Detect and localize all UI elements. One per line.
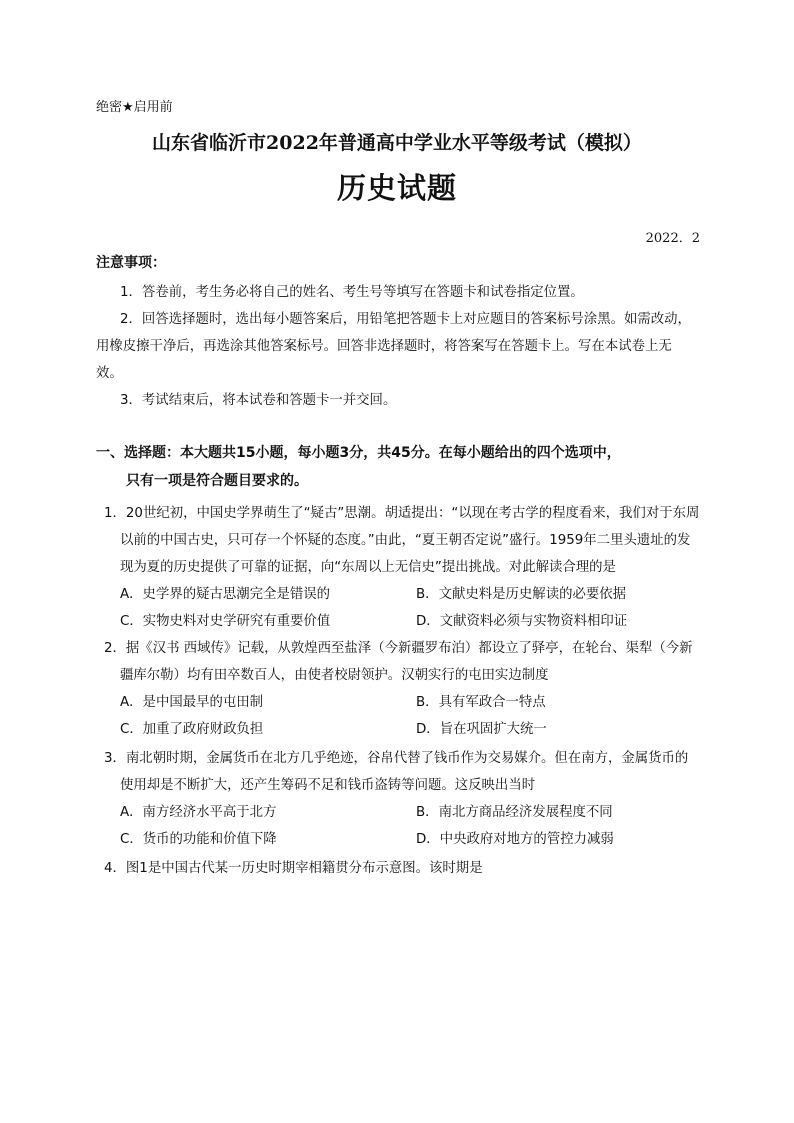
option-a: A．是中国最早的屯田制	[120, 695, 264, 710]
question-stem: 1．20世纪初，中国史学界萌生了“疑古”思潮。胡适提出：“以现在考古学的程度看来，我们对于东周以前的中国古史，只可存一个怀疑的态度。”由此，“夏王朝否定说”盛行。1959年二里头遗址的发现为夏的历史提供了可靠的证据，向“东周以上无信史”提出挑战。对此解读合理的是	[104, 506, 700, 575]
option-b: B．具有军政合一特点	[416, 695, 546, 710]
subject-title: 历史试题	[336, 171, 457, 205]
confidential-label: 绝密★启用前	[96, 100, 173, 115]
option-d: D．文献资料必须与实物资料相印证	[416, 614, 628, 629]
question-stem: 2．据《汉书 西域传》记载，从敦煌西至盐泽（今新疆罗布泊）都设立了驿亭，在轮台、渠犁（今新疆库尔勒）均有田卒数百人，由使者校尉领护。汉朝实行的屯田实边制度	[104, 641, 693, 683]
question-options	[104, 689, 700, 743]
option-b: B．南北方商品经济发展程度不同	[416, 805, 613, 820]
option-a: A．史学界的疑古思潮完全是错误的	[120, 587, 331, 602]
notice-item-3: 3．考试结束后，将本试卷和答题卡一并交回。	[120, 393, 397, 408]
question-stem: 3．南北朝时期，金属货币在北方几乎绝迹，谷帛代替了钱币作为交易媒介。但在南方，金属货币的使用却是不断扩大，还产生筹码不足和钱币盗铸等问题。这反映出当时	[104, 751, 689, 793]
question-options	[104, 799, 700, 853]
option-d: D．中央政府对地方的管控力减弱	[416, 832, 614, 847]
option-c: C．货币的功能和价值下降	[120, 832, 277, 847]
option-c: C．实物史料对史学研究有重要价值	[120, 614, 331, 629]
section-heading-line-2: 只有一项是符合题目要求的。	[126, 473, 308, 489]
question-1	[104, 500, 700, 635]
option-c: C．加重了政府财政负担	[120, 722, 264, 737]
question-options	[104, 581, 700, 635]
section-heading-line-1: 一、选择题：本大题共15小题，每小题3分，共45分。在每小题给出的四个选项中，	[96, 445, 621, 461]
question-2	[104, 635, 700, 743]
question-3	[104, 745, 700, 853]
option-d: D．旨在巩固扩大统一	[416, 722, 547, 737]
option-a: A．南方经济水平高于北方	[120, 805, 277, 820]
notice-heading: 注意事项：	[96, 255, 166, 271]
notice-item-1: 1．答卷前，考生务必将自己的姓名、考生号等填写在答题卡和试卷指定位置。	[120, 285, 584, 300]
notice-item-2: 2．回答选择题时，选出每小题答案后，用铅笔把答题卡上对应题目的答案标号涂黑。如需改动，用橡皮擦干净后，再选涂其他答案标号。回答非选择题时，将答案写在答题卡上。写在本试卷上无效。	[96, 312, 691, 381]
question-stem: 4．图1是中国古代某一历史时期宰相籍贯分布示意图。该时期是	[104, 861, 483, 876]
option-b: B．文献史料是历史解读的必要依据	[416, 587, 627, 602]
exam-date: 2022．2	[645, 231, 700, 246]
section-heading	[96, 439, 698, 495]
exam-title: 山东省临沂市2022年普通高中学业水平等级考试（模拟）	[152, 132, 642, 154]
question-4	[104, 855, 700, 882]
